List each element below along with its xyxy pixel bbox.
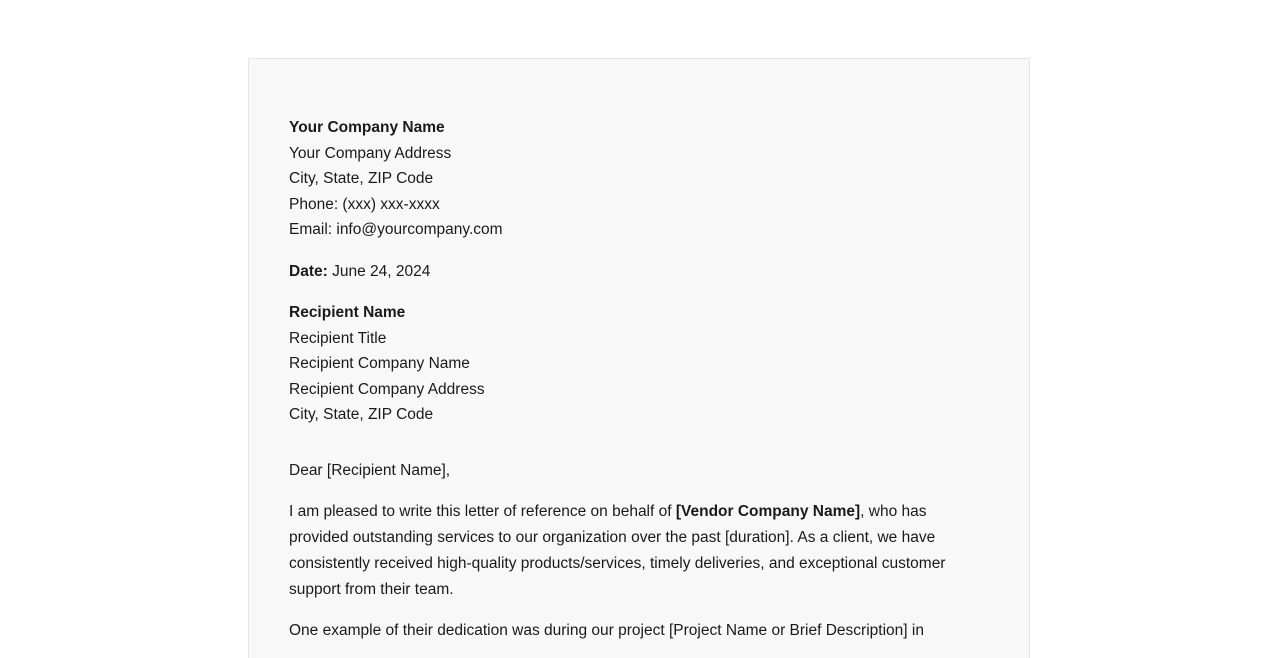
recipient-block: [289, 300, 989, 428]
paragraph-2-text: One example of their dedication was during our project [Project Name or Brief Description] in: [289, 622, 924, 640]
salutation: Dear [Recipient Name],: [289, 461, 451, 479]
recipient-company-name: Recipient Company Name: [289, 355, 470, 372]
sender-address: Your Company Address: [289, 144, 452, 162]
date-value: June 24, 2024: [332, 262, 431, 280]
recipient-company-address: Recipient Company Address: [289, 380, 485, 398]
document-body: [249, 59, 1029, 644]
date-line: [289, 259, 989, 285]
salutation-block: [289, 458, 989, 484]
recipient-title: Recipient Title: [289, 329, 387, 347]
paragraph-1-text: [289, 499, 989, 602]
paragraph-1-part-2: , who has provided outstanding services to our organization over the past [duration]. As a client, we have consistently received high-quality products/services, timely deliveries, and exceptional customer support from their team.: [289, 503, 946, 598]
paragraph-2: [289, 618, 989, 644]
sender-phone: Phone: (xxx) xxx-xxxx: [289, 195, 440, 213]
paragraph-1-part-1: I am pleased to write this letter of reference on behalf of: [289, 503, 676, 521]
spacer-after-recipient: [289, 428, 989, 458]
recipient-name: Recipient Name: [289, 304, 406, 321]
sender-email: Email: info@yourcompany.com: [289, 221, 503, 238]
sender-city-state-zip: City, State, ZIP Code: [289, 170, 434, 187]
spacer-after-salutation: [289, 483, 989, 499]
vendor-company-name-highlight: [Vendor Company Name]: [675, 503, 861, 521]
date-block: [289, 259, 989, 285]
recipient-city-state-zip: City, State, ZIP Code: [289, 406, 434, 423]
sender-block: [289, 115, 989, 243]
date-label: Date:: [289, 262, 328, 280]
spacer-after-paragraph-1: [289, 602, 989, 618]
paragraph-1: [289, 499, 989, 602]
spacer-after-sender: [289, 243, 989, 259]
sender-company-name: Your Company Name: [289, 119, 445, 136]
spacer-after-date: [289, 284, 989, 300]
document-page: [248, 58, 1030, 658]
